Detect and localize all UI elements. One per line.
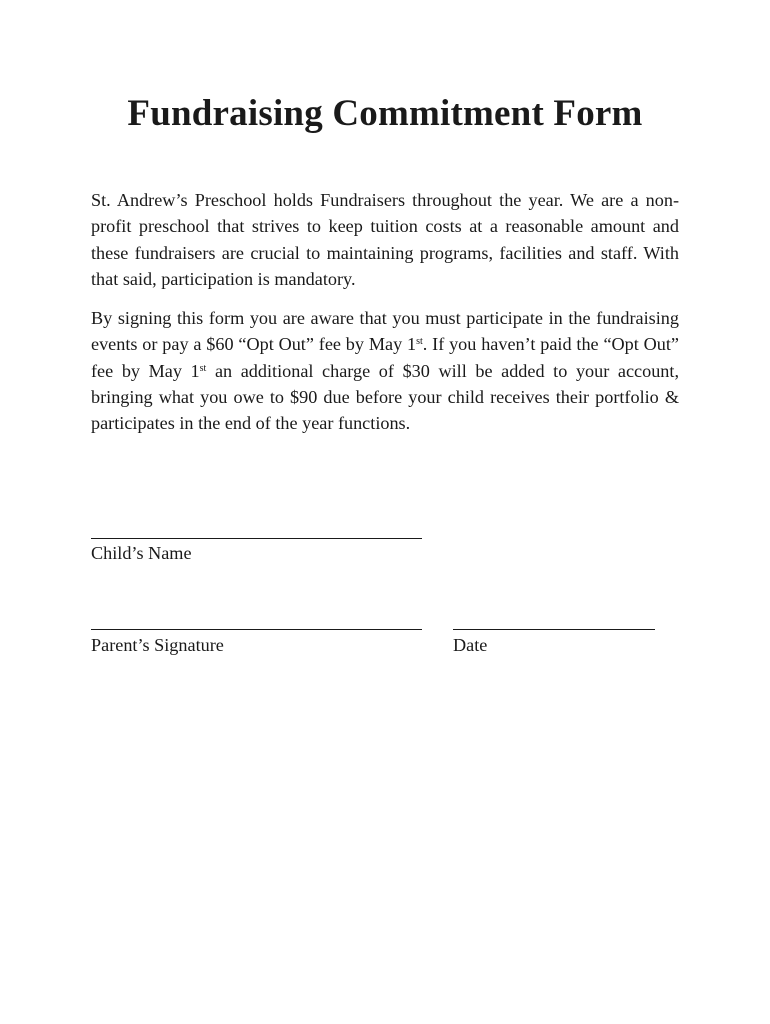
commitment-text-part3: an additional charge of $30 will be added to your account, bringing what you owe to $90 due before your child receives their portfolio & participates in the end of the year functions. [91,360,679,434]
ordinal-suffix-1: st [416,336,423,348]
form-title: Fundraising Commitment Form [127,93,643,134]
commitment-text-part2: . If you haven’t paid the “Opt Out” fee by May 1 [91,334,679,381]
commitment-paragraph [91,305,679,436]
intro-paragraph: St. Andrew’s Preschool holds Fundraisers throughout the year. We are a non-profit preschool that strives to keep tuition costs at a reasonable amount and these fundraisers are crucial to maintaining programs, facilities and staff. With that said, participation is mandatory. [91,190,679,289]
date-field[interactable] [453,629,655,630]
child-name-label: Child’s Name [91,543,192,563]
child-name-field[interactable] [91,538,422,539]
date-label: Date [453,635,488,655]
ordinal-suffix-2: st [199,362,207,374]
parent-signature-field[interactable] [91,629,422,630]
parent-signature-label: Parent’s Signature [91,635,224,655]
commitment-text-part1: By signing this form you are aware that you must participate in the fundraising events or pay a $60 “Opt Out” fee by May 1 [91,308,679,355]
